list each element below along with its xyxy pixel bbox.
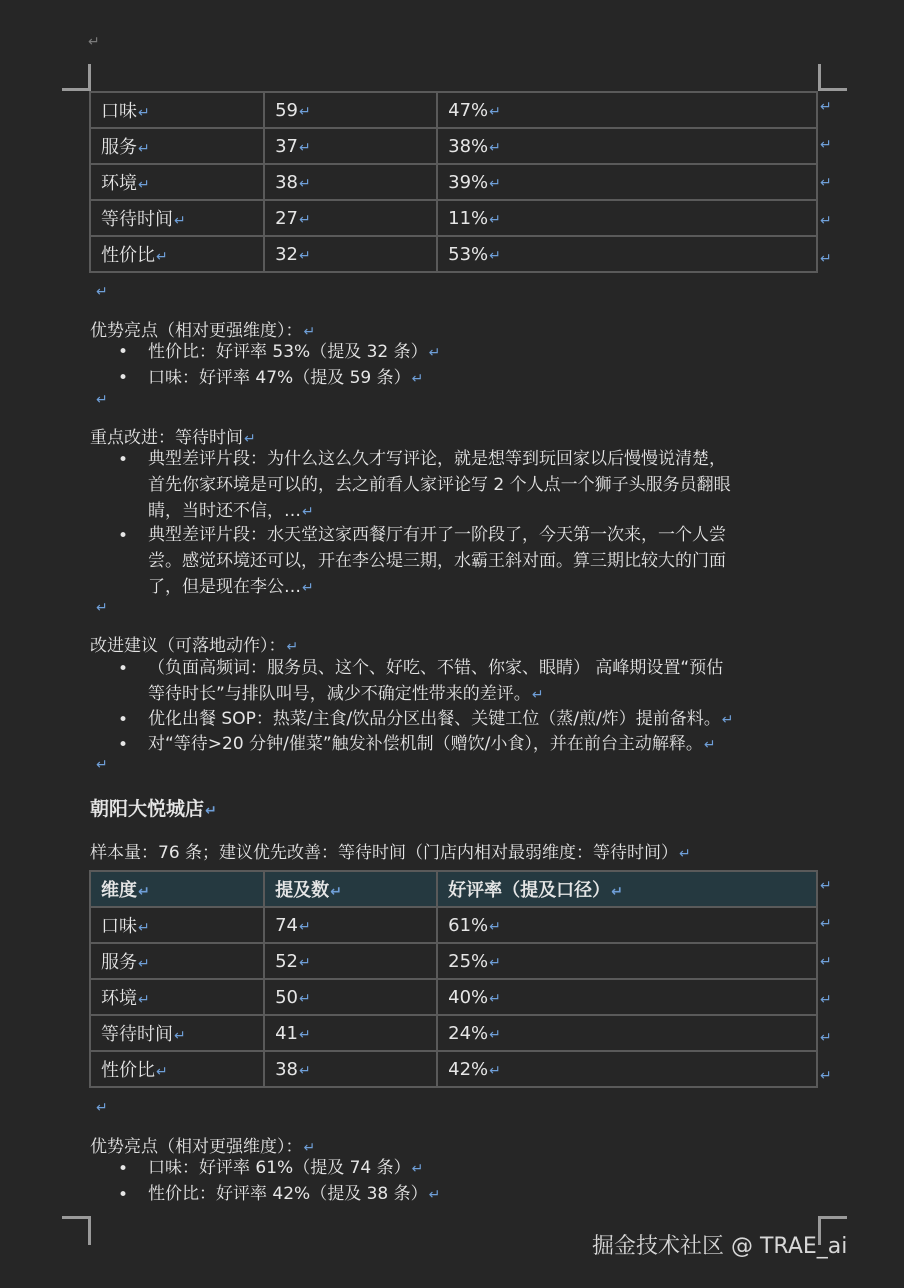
strengths-title[interactable]: 优势亮点（相对更强维度）：↵ xyxy=(90,321,316,341)
table-row xyxy=(90,979,817,1015)
dimension-table-2 xyxy=(89,870,818,1088)
focus-title[interactable]: 重点改进：等待时间↵ xyxy=(90,428,256,448)
return-mark-icon: ↵ xyxy=(96,392,108,408)
table-cell[interactable]: 38↵ xyxy=(264,164,437,200)
list-item[interactable]: 口味：好评率 47%（提及 59 条）↵ xyxy=(148,368,424,388)
table-header-cell[interactable]: 维度↵ xyxy=(90,871,264,907)
table-header-cell[interactable]: 提及数↵ xyxy=(264,871,437,907)
return-mark-icon: ↵ xyxy=(820,916,832,932)
list-item[interactable]: 典型差评片段：水天堂这家西餐厅有开了一阶段了，今天第一次来，一个人尝 尝。感觉环境还可以，开在李公堤三期，水霸王斜对面。算三期比较大的门面 了，但是现在李公…↵ xyxy=(148,525,726,597)
table-cell[interactable]: 25%↵ xyxy=(437,943,817,979)
bullet-icon: • xyxy=(118,1185,129,1205)
table-cell[interactable]: 11%↵ xyxy=(437,200,817,236)
table-row xyxy=(90,907,817,943)
table-cell[interactable]: 39%↵ xyxy=(437,164,817,200)
table-cell[interactable]: 50↵ xyxy=(264,979,437,1015)
table-cell[interactable]: 环境↵ xyxy=(90,164,264,200)
bullet-icon: • xyxy=(118,710,129,730)
list-item[interactable]: 优化出餐 SOP：热菜/主食/饮品分区出餐、关键工位（蒸/煎/炸）提前备料。↵ xyxy=(148,709,734,729)
list-item[interactable]: 口味：好评率 61%（提及 74 条）↵ xyxy=(148,1158,424,1178)
return-mark-icon: ↵ xyxy=(96,757,108,773)
table-header-cell[interactable]: 好评率（提及口径）↵ xyxy=(437,871,817,907)
bullet-icon: • xyxy=(118,1159,129,1179)
table-cell[interactable]: 38%↵ xyxy=(437,128,817,164)
table-cell[interactable]: 27↵ xyxy=(264,200,437,236)
table-cell[interactable]: 74↵ xyxy=(264,907,437,943)
table-cell[interactable]: 服务↵ xyxy=(90,128,264,164)
return-mark-icon: ↵ xyxy=(820,992,832,1008)
table-row xyxy=(90,164,817,200)
table-cell[interactable]: 环境↵ xyxy=(90,979,264,1015)
list-item[interactable]: 性价比：好评率 42%（提及 38 条）↵ xyxy=(148,1184,441,1204)
return-mark-icon: ↵ xyxy=(820,213,832,229)
list-item[interactable]: 典型差评片段：为什么这么久才写评论，就是想等到玩回家以后慢慢说清楚， 首先你家环境是可以的，去之前看人家评论写 2 个人点一个狮子头服务员翻眼 睛，当时还不信，…↵ xyxy=(148,449,731,521)
table-row xyxy=(90,128,817,164)
section-heading[interactable]: 朝阳大悦城店↵ xyxy=(90,798,217,820)
table-cell[interactable]: 性价比↵ xyxy=(90,236,264,272)
bullet-icon: • xyxy=(118,342,129,362)
table-cell[interactable]: 38↵ xyxy=(264,1051,437,1087)
return-mark-icon: ↵ xyxy=(820,1030,832,1046)
table-cell[interactable]: 37↵ xyxy=(264,128,437,164)
table-row xyxy=(90,1015,817,1051)
table-row xyxy=(90,92,817,128)
dimension-table-1 xyxy=(89,91,818,273)
table-cell[interactable]: 口味↵ xyxy=(90,92,264,128)
table-cell[interactable]: 性价比↵ xyxy=(90,1051,264,1087)
return-mark-icon: ↵ xyxy=(820,878,832,894)
list-item[interactable]: 性价比：好评率 53%（提及 32 条）↵ xyxy=(148,342,441,362)
crop-mark-bottom-left xyxy=(62,1216,91,1245)
crop-mark-top-right xyxy=(818,64,847,91)
return-mark-icon: ↵ xyxy=(88,34,100,50)
advice-title[interactable]: 改进建议（可落地动作）：↵ xyxy=(90,636,299,656)
table-header-row xyxy=(90,871,817,907)
table-cell[interactable]: 40%↵ xyxy=(437,979,817,1015)
watermark: 掘金技术社区 @ TRAE_ai xyxy=(592,1234,848,1259)
store-summary[interactable]: 样本量：76 条；建议优先改善：等待时间（门店内相对最弱维度：等待时间）↵ xyxy=(90,843,691,863)
table-row xyxy=(90,1051,817,1087)
bullet-icon: • xyxy=(118,368,129,388)
list-item[interactable]: 对“等待>20 分钟/催菜”触发补偿机制（赠饮/小食），并在前台主动解释。↵ xyxy=(148,734,716,754)
list-item[interactable]: （负面高频词：服务员、这个、好吃、不错、你家、眼睛） 高峰期设置“预估 等待时长”与排队叫号，减少不确定性带来的差评。↵ xyxy=(148,658,724,704)
table-cell[interactable]: 61%↵ xyxy=(437,907,817,943)
table-cell[interactable]: 52↵ xyxy=(264,943,437,979)
table-cell[interactable]: 41↵ xyxy=(264,1015,437,1051)
return-mark-icon: ↵ xyxy=(96,600,108,616)
table-cell[interactable]: 等待时间↵ xyxy=(90,1015,264,1051)
table-row xyxy=(90,943,817,979)
table-cell[interactable]: 等待时间↵ xyxy=(90,200,264,236)
bullet-icon: • xyxy=(118,450,129,470)
return-mark-icon: ↵ xyxy=(96,1100,108,1116)
return-mark-icon: ↵ xyxy=(820,1068,832,1084)
table-cell[interactable]: 服务↵ xyxy=(90,943,264,979)
table-cell[interactable]: 47%↵ xyxy=(437,92,817,128)
crop-mark-top-left xyxy=(62,64,91,91)
return-mark-icon: ↵ xyxy=(820,954,832,970)
table-cell[interactable]: 24%↵ xyxy=(437,1015,817,1051)
bullet-icon: • xyxy=(118,659,129,679)
table-row xyxy=(90,236,817,272)
return-mark-icon: ↵ xyxy=(96,284,108,300)
bullet-icon: • xyxy=(118,735,129,755)
strengths-title[interactable]: 优势亮点（相对更强维度）：↵ xyxy=(90,1137,316,1157)
table-row xyxy=(90,200,817,236)
table-cell[interactable]: 32↵ xyxy=(264,236,437,272)
table-cell[interactable]: 42%↵ xyxy=(437,1051,817,1087)
return-mark-icon: ↵ xyxy=(820,251,832,267)
return-mark-icon: ↵ xyxy=(820,175,832,191)
table-cell[interactable]: 口味↵ xyxy=(90,907,264,943)
bullet-icon: • xyxy=(118,526,129,546)
return-mark-icon: ↵ xyxy=(820,137,832,153)
table-cell[interactable]: 59↵ xyxy=(264,92,437,128)
table-cell[interactable]: 53%↵ xyxy=(437,236,817,272)
return-mark-icon: ↵ xyxy=(820,99,832,115)
